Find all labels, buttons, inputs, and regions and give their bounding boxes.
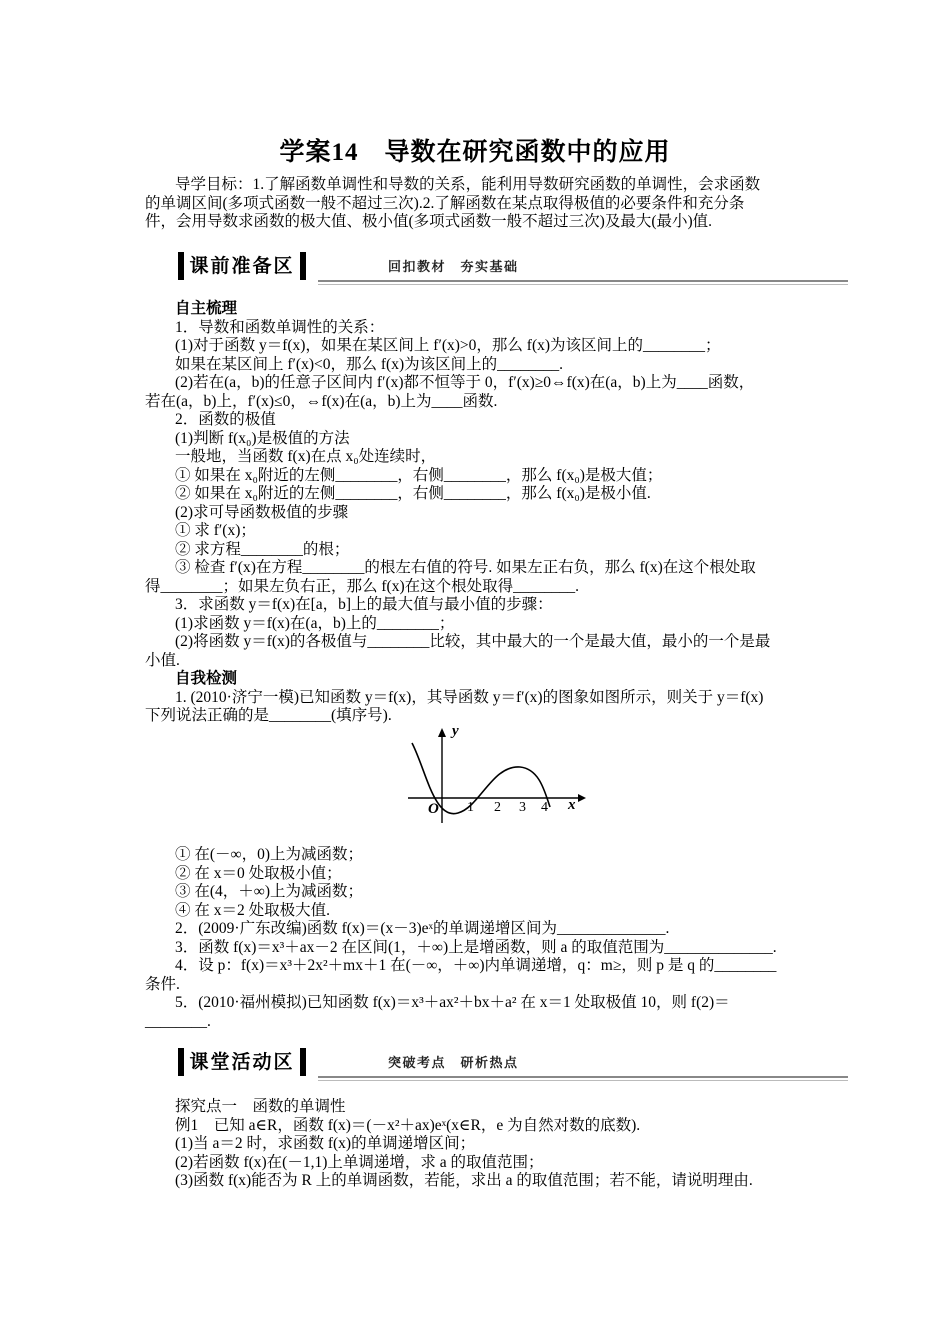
x-axis-label: x xyxy=(568,797,576,813)
banner-subtitle: 突破考点 研析热点 xyxy=(388,1056,519,1071)
banner-rule xyxy=(318,1080,848,1081)
text-line: 3．函数 f(x)＝x³＋ax－2 在区间(1，＋∞)上是增函数，则 a 的取值范围为______________. xyxy=(175,938,777,956)
intro-line: 导学目标：1.了解函数单调性和导数的关系，能利用导数研究函数的单调性，会求函数 xyxy=(175,176,761,193)
text-line: (2)若函数 f(x)在(－1,1)上单调递增，求 a 的取值范围； xyxy=(175,1153,544,1171)
text-line: ① 求 f′(x)； xyxy=(175,522,256,539)
text-line: ① 在(－∞，0)上为减函数； xyxy=(175,846,363,863)
text-line: (1)判断 f(x₀)是极值的方法 xyxy=(175,429,350,447)
tick-label: 3 xyxy=(519,800,526,815)
text-line: (2)求可导函数极值的步骤 xyxy=(175,503,349,521)
section-self-test-options xyxy=(145,846,810,1031)
text-line: (1)当 a＝2 时，求函数 f(x)的单调递增区间； xyxy=(175,1135,476,1152)
intro-line: 的单调区间(多项式函数一般不超过三次).2.了解函数在某点取得极值的必要条件和充分条 xyxy=(145,194,745,212)
text-line: 如果在某区间上 f′(x)<0，那么 f(x)为该区间上的________. xyxy=(175,355,563,373)
text-line: 得________；如果左负右正，那么 f(x)在这个根处取得________. xyxy=(145,577,579,595)
text-line: ② 在 x＝0 处取极小值； xyxy=(175,864,342,882)
text-line: 2．函数的极值 xyxy=(175,411,276,428)
text-line: 2．(2009·广东改编)函数 f(x)＝(x－3)eˣ的单调递增区间为______________. xyxy=(175,920,670,937)
intro-line: 件，会用导数求函数的极大值、极小值(多项式函数一般不超过三次)及最大(最小)值. xyxy=(145,213,713,230)
text-line: 3．求函数 y＝f(x)在[a，b]上的最大值与最小值的步骤： xyxy=(175,596,553,613)
x-axis-arrow-icon xyxy=(578,794,586,802)
derivative-graph xyxy=(400,725,590,825)
banner-subtitle: 回扣教材 夯实基础 xyxy=(388,260,519,275)
section-heading: 自我检测 xyxy=(175,670,238,687)
text-line: 例1 已知 a∈R，函数 f(x)＝(－x²＋ax)eˣ(x∈R，e 为自然对数的底数). xyxy=(175,1116,641,1134)
section-heading: 自主梳理 xyxy=(175,300,238,317)
text-line: 若在(a，b)上，f′(x)≤0，⇔f(x)在(a，b)上为____函数. xyxy=(145,392,498,410)
text-line: ② 如果在 x₀附近的左侧________，右侧________，那么 f(x₀)是极小值. xyxy=(175,485,651,502)
section-self-review xyxy=(145,300,810,726)
banner-rule xyxy=(318,1076,848,1078)
text-line: 5．(2010·福州模拟)已知函数 f(x)＝x³＋ax²＋bx＋a² 在 x＝1 处取极值 10，则 f(2)＝ xyxy=(175,994,730,1011)
banner-rule xyxy=(318,280,848,282)
text-line: ④ 在 x＝2 处取极大值. xyxy=(175,901,331,919)
tick-label: 4 xyxy=(541,800,548,815)
text-line: ________. xyxy=(145,1012,211,1030)
text-line: ① 如果在 x₀附近的左侧________，右侧________，那么 f(x₀)是极大值； xyxy=(175,466,663,484)
text-line: 小值. xyxy=(145,651,180,669)
intro-paragraph xyxy=(145,176,810,232)
text-line: (2)若在(a，b)的任意子区间内 f′(x)都不恒等于 0，f′(x)≥0⇔f(x)在(a，b)上为____函数， xyxy=(175,374,755,391)
page-title: 学案14 导数在研究函数中的应用 xyxy=(279,139,671,166)
section-heading: 探究点一 函数的单调性 xyxy=(175,1098,346,1115)
section-banner-class xyxy=(178,1048,848,1082)
text-line: 条件. xyxy=(145,975,180,993)
y-axis-label: y xyxy=(452,725,459,739)
section-banner-prep xyxy=(178,252,848,286)
text-line: 下列说法正确的是________(填序号). xyxy=(145,707,392,724)
text-line: ② 求方程________的根； xyxy=(175,540,350,558)
y-axis-arrow-icon xyxy=(438,728,446,737)
text-line: 一般地，当函数 f(x)在点 x₀处连续时， xyxy=(175,448,437,465)
tick-label: 1 xyxy=(467,800,474,815)
banner-label: 课堂活动区 xyxy=(178,1048,306,1076)
tick-label: 2 xyxy=(494,800,501,815)
section-exploration xyxy=(145,1098,810,1191)
banner-rule xyxy=(318,284,848,285)
text-line: (3)函数 f(x)能否为 R 上的单调函数，若能，求出 a 的取值范围；若不能，请说明理由. xyxy=(175,1172,753,1189)
origin-label: O xyxy=(428,801,439,817)
text-line: (1)求函数 y＝f(x)在(a，b)上的________； xyxy=(175,614,455,632)
text-line: 4．设 p：f(x)＝x³＋2x²＋mx＋1 在(－∞，＋∞)内单调递增，q：m≥，则 p 是 q 的________ xyxy=(175,957,777,974)
text-line: (2)将函数 y＝f(x)的各极值与________比较，其中最大的一个是最大值，最小的一个是最 xyxy=(175,633,771,650)
text-line: ③ 在(4，＋∞)上为减函数； xyxy=(175,883,363,900)
text-line: 1．导数和函数单调性的关系： xyxy=(175,318,385,336)
banner-label: 课前准备区 xyxy=(178,252,306,280)
text-line: ③ 检查 f′(x)在方程________的根左右值的符号. 如果左正右负，那么 f(x)在这个根处取 xyxy=(175,559,756,576)
text-line: 1. (2010·济宁一模)已知函数 y＝f(x)，其导函数 y＝f′(x)的图象如图所示，则关于 y＝f(x) xyxy=(175,688,764,706)
text-line: (1)对于函数 y＝f(x)，如果在某区间上 f′(x)>0，那么 f(x)为该区间上的________； xyxy=(175,337,721,354)
